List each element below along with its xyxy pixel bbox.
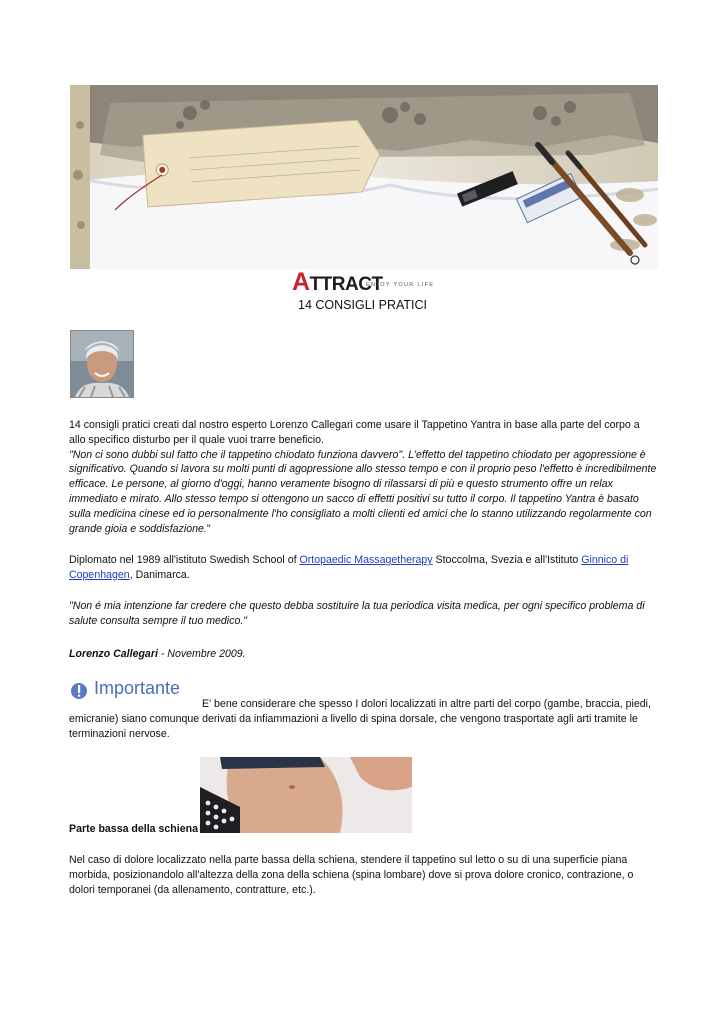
intro-quote: "Non ci sono dubbi sul fatto che il tappetino chiodato funziona davvero". L'effetto del tappetino chiodato per agopressione è significativo. Quando si lavora su molti punti di agopressione allo stesso tempo e con il proprio peso l'effetto è incredibilmente efficace. Le persone, al giorno d'oggi, hanno veramente bisogno di rilassarsi di più e questo strumento offre un relax immediato e mirato. Allo stesso tempo si ottengono un sacco di effetti positivi su tutto il corpo. Il tappetino Yantra è basato sulla medicina cinese ed io personalmente l'ho consigliato a molti clienti ed amici che lo stanno utilizzando regolarmente con grande gioia e soddisfazione. <box>69 448 657 535</box>
page-title: 14 CONSIGLI PRATICI <box>298 298 427 312</box>
attract-logo <box>292 268 442 298</box>
importante-paragraph: E' bene considerare che spesso I dolori localizzati in altre parti del corpo (gambe, braccia, piedi, emicranie) siano comunque derivati da infiammazioni a livello di spina dorsale, che vengono trasportate agli arti tramite le terminazioni nervose. <box>69 698 651 740</box>
intro-quote-close: " <box>206 522 211 535</box>
logo-tagline: ENJOY YOUR LIFE <box>366 282 435 288</box>
header-banner-image <box>70 85 658 269</box>
diploma-paragraph <box>69 553 659 583</box>
logo-text: TTRACT <box>309 274 383 295</box>
author-photo <box>70 330 134 398</box>
diploma-text-end: , Danimarca. <box>129 568 190 581</box>
importante-label: Importante <box>94 678 181 698</box>
intro-paragraph <box>69 418 659 536</box>
back-mat-photo <box>200 757 412 833</box>
ortopaedic-massagetherapy-link[interactable]: Ortopaedic Massagetherapy <box>299 554 433 566</box>
diploma-text-start: Diplomato nel 1989 all'istituto Swedish School of <box>69 554 300 566</box>
section-heading-lower-back: Parte bassa della schiena <box>69 823 198 835</box>
diploma-text-middle: Stoccolma, Svezia e all'Istituto <box>432 554 582 566</box>
disclaimer-paragraph <box>69 599 659 629</box>
ginnico-copenhagen-link[interactable]: Ginnico di Copenhagen <box>69 554 629 581</box>
signature-name: Lorenzo Callegari <box>69 648 158 660</box>
lower-back-paragraph: Nel caso di dolore localizzato nella parte bassa della schiena, stendere il tappetino sul letto o su di una superficie piana morbida, posizionandolo all'altezza della zona della schiena (spina lombare) dove si prova dolore cronico, contrazione, o dolori temporanei (da allenamento, contratture, etc.). <box>69 854 634 896</box>
signature-date: - Novembre 2009. <box>157 648 246 660</box>
intro-text: 14 consigli pratici creati dal nostro esperto Lorenzo Callegari come usare il Tappetino Yantra in base alla parte del corpo a allo specifico disturbo per il quale vuoi trarre beneficio. <box>69 419 640 446</box>
logo-letter-a: A <box>292 268 310 296</box>
disclaimer-text: "Non é mia intenzione far credere che questo debba sostituire la tua periodica visita medica, per ogni specifico problema di salute consulta sempre il tuo medico." <box>69 600 645 627</box>
signature-line <box>69 647 659 662</box>
